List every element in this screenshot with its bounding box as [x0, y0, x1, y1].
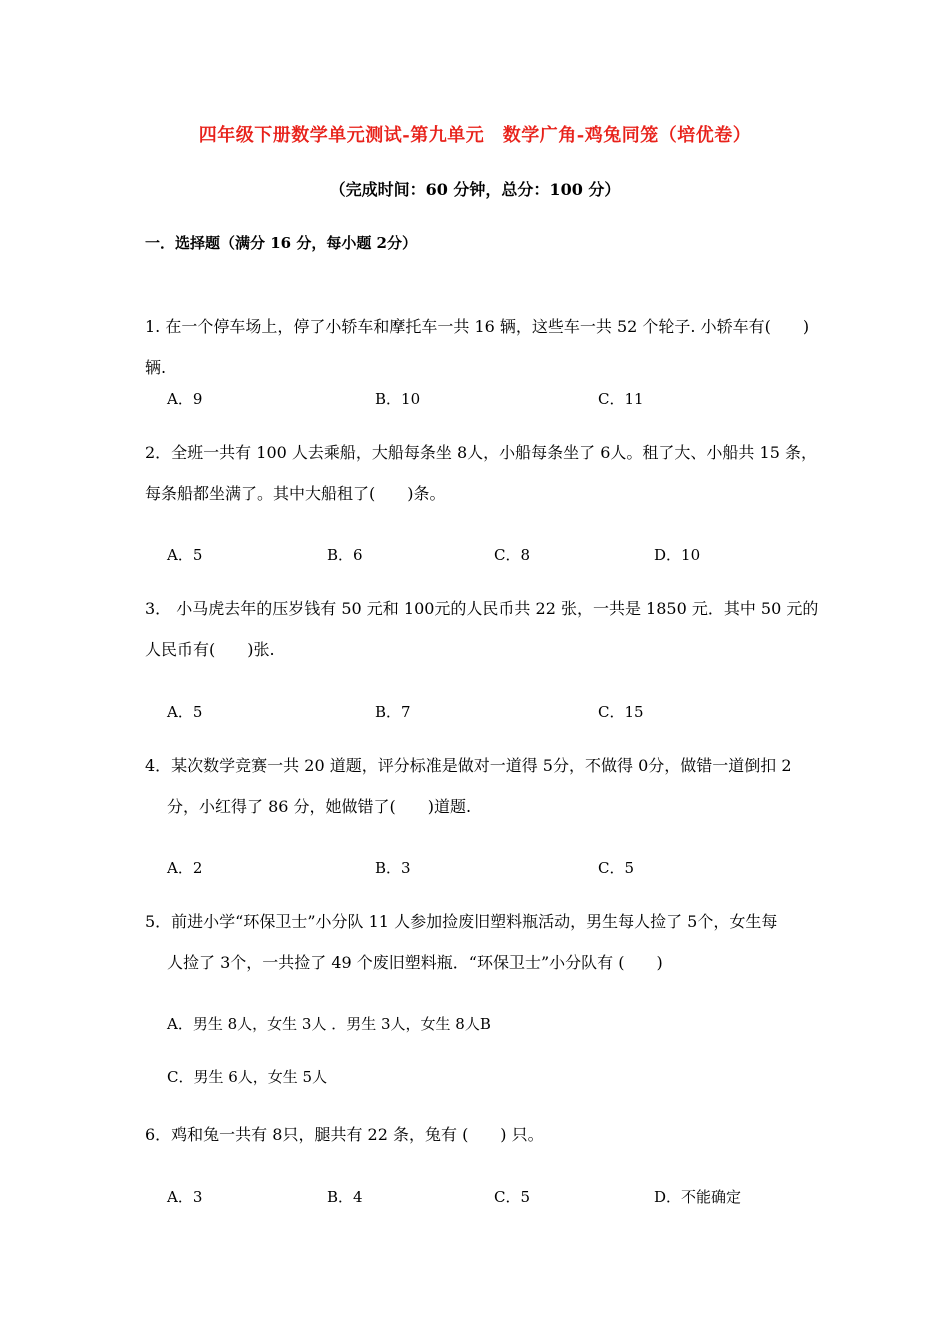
option-a[interactable]: A．3 — [167, 1188, 203, 1206]
section-heading: 一．选择题（满分 16 分，每小题 2分） — [145, 234, 417, 252]
question-text: 5．前进小学“环保卫士”小分队 11 人参加捡废旧塑料瓶活动，男生每人捡了 5个，女生每 — [145, 912, 778, 931]
page-subtitle: （完成时间：60 分钟，总分：100 分） — [329, 180, 621, 199]
option-b[interactable]: B．6 — [327, 546, 363, 564]
question-1 — [145, 306, 810, 388]
option-b[interactable]: B．10 — [375, 390, 421, 408]
question-2 — [145, 432, 817, 514]
question-4 — [145, 745, 810, 827]
option-d[interactable]: D．不能确定 — [654, 1188, 742, 1206]
option-c[interactable]: C．5 — [598, 859, 635, 877]
option-c[interactable]: C．男生 6人，女生 5人 — [167, 1068, 328, 1086]
question-text-cont: 人捡了 3个，一共捡了 49 个废旧塑料瓶．“环保卫士”小分队有 ( ) — [167, 953, 663, 972]
question-5 — [145, 901, 810, 983]
question-6 — [145, 1114, 810, 1155]
option-b[interactable]: B．3 — [375, 859, 411, 877]
question-text: 6．鸡和兔一共有 8只，腿共有 22 条，兔有 ( ) 只。 — [145, 1125, 544, 1144]
question-text-cont: 辆. — [145, 358, 167, 377]
page-title: 四年级下册数学单元测试-第九单元 数学广角-鸡兔同笼（培优卷） — [198, 125, 752, 146]
option-a-b[interactable]: A．男生 8人，女生 3人 ．男生 3人，女生 8人B — [167, 1015, 491, 1033]
question-text: 3． 小马虎去年的压岁钱有 50 元和 100元的人民币共 22 张，一共是 1850 元．其中 50 元的 — [145, 599, 819, 618]
option-a[interactable]: A．9 — [167, 390, 203, 408]
question-text-cont: 每条船都坐满了。其中大船租了( )条。 — [145, 484, 446, 503]
question-text-cont: 人民币有( )张. — [145, 640, 275, 659]
option-b[interactable]: B．7 — [375, 703, 411, 721]
option-c[interactable]: C．8 — [494, 546, 531, 564]
option-c[interactable]: C．5 — [494, 1188, 531, 1206]
option-b[interactable]: B．4 — [327, 1188, 363, 1206]
question-text: 1. 在一个停车场上，停了小轿车和摩托车一共 16 辆，这些车一共 52 个轮子. 小轿车有( ) — [145, 317, 810, 336]
question-text-cont: 分，小红得了 86 分，她做错了( )道题. — [167, 797, 472, 816]
question-text: 4．某次数学竞赛一共 20 道题，评分标准是做对一道得 5分，不做得 0分，做错一道倒扣 2 — [145, 756, 792, 775]
option-d[interactable]: D．10 — [654, 546, 701, 564]
question-text: 2．全班一共有 100 人去乘船，大船每条坐 8人，小船每条坐了 6人。租了大、小船共 15 条， — [145, 443, 817, 462]
option-c[interactable]: C．15 — [598, 703, 644, 721]
option-a[interactable]: A．5 — [167, 703, 203, 721]
option-c[interactable]: C．11 — [598, 390, 644, 408]
option-a[interactable]: A．5 — [167, 546, 203, 564]
option-a[interactable]: A．2 — [167, 859, 203, 877]
question-3 — [145, 588, 819, 670]
